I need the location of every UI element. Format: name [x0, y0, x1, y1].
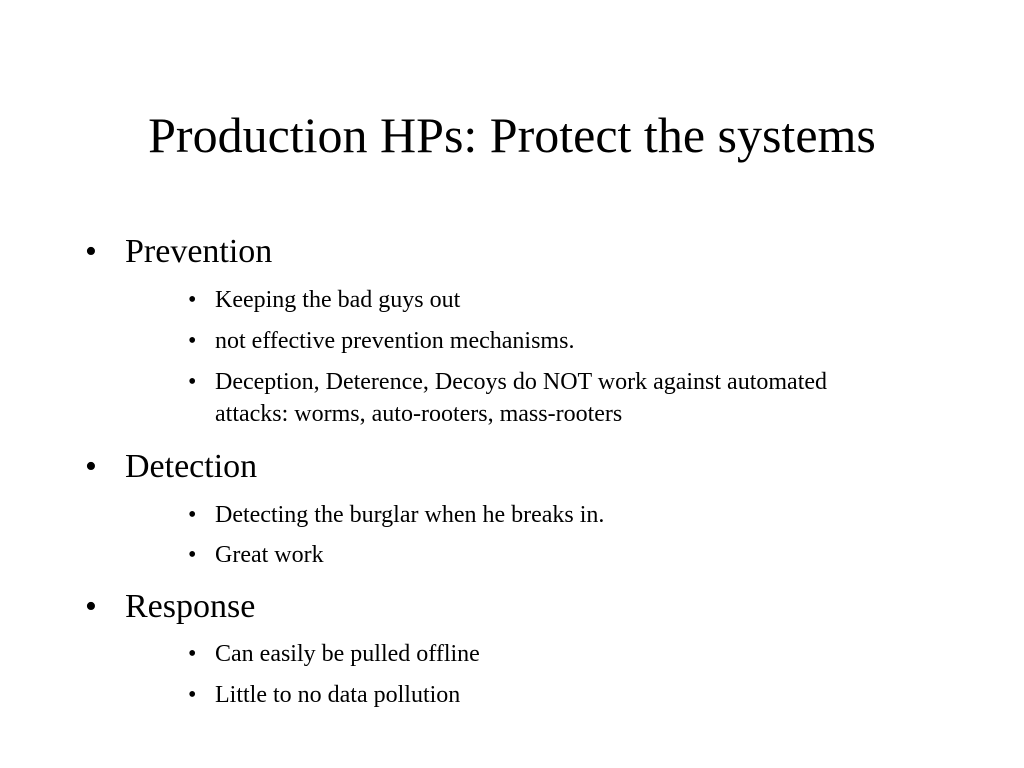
sub-bullet-icon: • — [188, 542, 197, 568]
sub-bullet-text: Keeping the bad guys out — [215, 287, 461, 313]
bullet-icon: • — [85, 588, 97, 625]
sub-bullet — [188, 284, 988, 316]
sub-bullet-icon: • — [188, 287, 197, 313]
section-heading-response: Response — [125, 588, 256, 625]
slide-title: Production HPs: Protect the systems — [148, 107, 876, 163]
sub-bullet — [188, 366, 988, 430]
sub-bullet-icon: • — [188, 641, 197, 667]
sub-bullet-text: not effective prevention mechanisms. — [215, 328, 575, 354]
sub-bullet-text: Detecting the burglar when he breaks in. — [215, 502, 605, 528]
sub-bullet — [188, 638, 988, 670]
sub-bullet-text: Can easily be pulled offline — [215, 641, 480, 667]
sub-bullet-icon: • — [188, 682, 197, 708]
sub-bullet-text: Little to no data pollution — [215, 682, 461, 708]
sub-bullet-text: Deception, Deterence, Decoys do NOT work against automated attacks: worms, auto-rooters, mass-rooters — [215, 369, 828, 427]
sub-bullet — [188, 499, 988, 531]
bullet-icon: • — [85, 233, 97, 270]
sub-bullet — [188, 679, 988, 711]
sub-bullet — [188, 539, 988, 571]
section-heading-prevention: Prevention — [125, 233, 273, 270]
section-heading-detection: Detection — [125, 448, 258, 485]
sub-bullet — [188, 325, 988, 357]
sub-bullet-icon: • — [188, 328, 197, 354]
sub-bullet-icon: • — [188, 369, 197, 395]
sub-bullet-icon: • — [188, 502, 197, 528]
bullet-icon: • — [85, 448, 97, 485]
sub-bullet-text: Great work — [215, 542, 324, 568]
